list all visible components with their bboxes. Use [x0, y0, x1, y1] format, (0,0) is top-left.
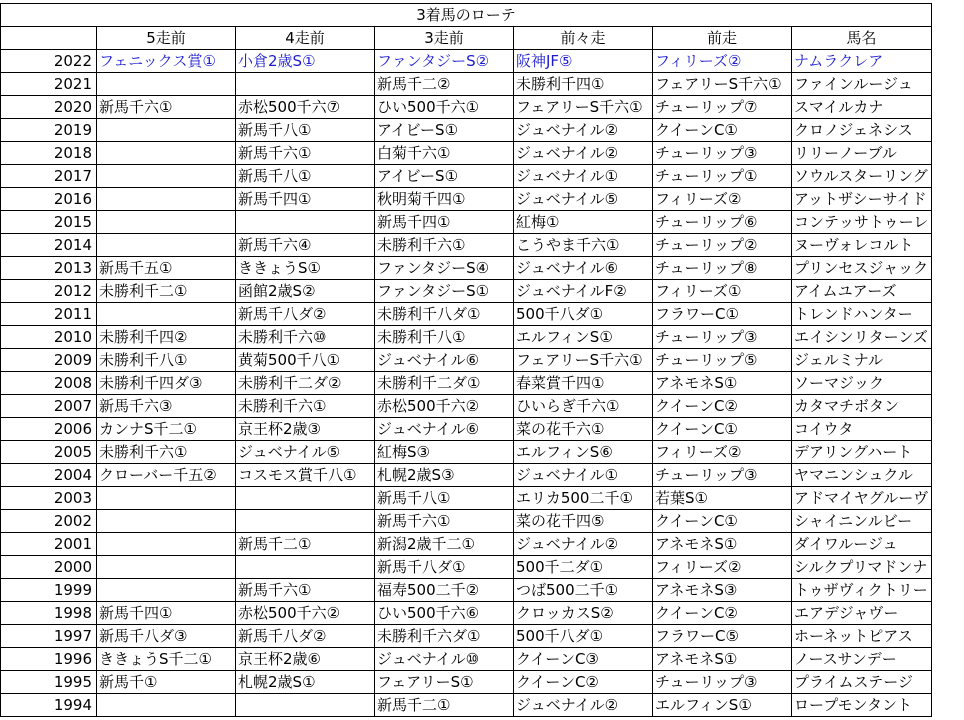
table-row	[1, 50, 932, 73]
cell-4th-prior	[236, 211, 375, 234]
table-row	[1, 142, 932, 165]
cell-5th-prior	[97, 211, 236, 234]
cell-2nd-prior: 紅梅①	[514, 211, 653, 234]
cell-horse-name: コンテッサトゥーレ	[792, 211, 932, 234]
table-row	[1, 234, 932, 257]
cell-year: 2011	[1, 303, 97, 326]
cell-2nd-prior: 500千二ダ①	[514, 556, 653, 579]
cell-3rd-prior: ひい500千六⑥	[375, 602, 514, 625]
cell-3rd-prior: ジュベナイル⑥	[375, 349, 514, 372]
header-5th-prior: 5走前	[97, 27, 236, 50]
cell-3rd-prior: 未勝利千六ダ①	[375, 625, 514, 648]
cell-5th-prior: 新馬千四①	[97, 602, 236, 625]
cell-4th-prior: 赤松500千六⑦	[236, 96, 375, 119]
table-row	[1, 211, 932, 234]
cell-year: 1997	[1, 625, 97, 648]
cell-4th-prior: 小倉2歳S①	[236, 50, 375, 73]
cell-year: 1996	[1, 648, 97, 671]
cell-2nd-prior: ジュベナイル②	[514, 119, 653, 142]
cell-5th-prior: 新馬千五①	[97, 257, 236, 280]
cell-4th-prior: 新馬千八①	[236, 165, 375, 188]
cell-last-race: フィリーズ②	[653, 556, 792, 579]
cell-4th-prior: 未勝利千六⑩	[236, 326, 375, 349]
cell-3rd-prior: 福寿500二千②	[375, 579, 514, 602]
cell-5th-prior	[97, 73, 236, 96]
cell-2nd-prior: ジュベナイル⑥	[514, 257, 653, 280]
cell-3rd-prior: 札幌2歳S③	[375, 464, 514, 487]
title-row	[1, 4, 932, 27]
cell-2nd-prior: ジュベナイル②	[514, 694, 653, 717]
cell-year: 2000	[1, 556, 97, 579]
cell-3rd-prior: 新馬千二②	[375, 73, 514, 96]
cell-4th-prior	[236, 694, 375, 717]
table-row	[1, 96, 932, 119]
cell-last-race: クイーンC①	[653, 418, 792, 441]
cell-horse-name: クロノジェネシス	[792, 119, 932, 142]
cell-horse-name: プリンセスジャック	[792, 257, 932, 280]
cell-4th-prior: 函館2歳S②	[236, 280, 375, 303]
cell-horse-name: ファインルージュ	[792, 73, 932, 96]
cell-2nd-prior: クロッカスS②	[514, 602, 653, 625]
cell-last-race: チューリップ③	[653, 464, 792, 487]
cell-last-race: アネモネS①	[653, 648, 792, 671]
cell-2nd-prior: 500千八ダ①	[514, 303, 653, 326]
table-row	[1, 326, 932, 349]
cell-3rd-prior: 未勝利千六①	[375, 234, 514, 257]
cell-last-race: クイーンC①	[653, 510, 792, 533]
cell-5th-prior: クローバー千五②	[97, 464, 236, 487]
cell-4th-prior: ジュベナイル⑤	[236, 441, 375, 464]
cell-2nd-prior: ジュベナイル①	[514, 165, 653, 188]
table-row	[1, 165, 932, 188]
cell-horse-name: トレンドハンター	[792, 303, 932, 326]
cell-2nd-prior: ジュベナイルF②	[514, 280, 653, 303]
cell-3rd-prior: ジュベナイル⑥	[375, 418, 514, 441]
cell-2nd-prior: つば500二千①	[514, 579, 653, 602]
cell-2nd-prior: エルフィンS①	[514, 326, 653, 349]
table-row	[1, 303, 932, 326]
cell-4th-prior: コスモス賞千八①	[236, 464, 375, 487]
cell-5th-prior: ききょうS千二①	[97, 648, 236, 671]
table-row	[1, 556, 932, 579]
cell-5th-prior: 新馬千六①	[97, 96, 236, 119]
cell-2nd-prior: フェアリーS千六①	[514, 96, 653, 119]
cell-year: 2015	[1, 211, 97, 234]
table-row	[1, 73, 932, 96]
cell-last-race: フィリーズ①	[653, 280, 792, 303]
cell-2nd-prior: 500千八ダ①	[514, 625, 653, 648]
cell-last-race: チューリップ⑧	[653, 257, 792, 280]
cell-5th-prior	[97, 533, 236, 556]
cell-year: 1994	[1, 694, 97, 717]
table-row	[1, 441, 932, 464]
cell-2nd-prior: 菜の花千四⑤	[514, 510, 653, 533]
cell-5th-prior	[97, 119, 236, 142]
table-row	[1, 487, 932, 510]
cell-3rd-prior: 赤松500千六②	[375, 395, 514, 418]
cell-3rd-prior: アイビーS①	[375, 119, 514, 142]
cell-2nd-prior: ジュベナイル①	[514, 464, 653, 487]
table-row	[1, 671, 932, 694]
cell-2nd-prior: 阪神JF⑤	[514, 50, 653, 73]
cell-year: 2019	[1, 119, 97, 142]
cell-3rd-prior: 未勝利千八①	[375, 326, 514, 349]
cell-5th-prior	[97, 303, 236, 326]
cell-horse-name: シャイニンルビー	[792, 510, 932, 533]
table-row	[1, 694, 932, 717]
header-year	[1, 27, 97, 50]
cell-3rd-prior: 紅梅S③	[375, 441, 514, 464]
cell-last-race: チューリップ③	[653, 326, 792, 349]
cell-year: 2018	[1, 142, 97, 165]
cell-last-race: フラワーC①	[653, 303, 792, 326]
cell-2nd-prior: 春菜賞千四①	[514, 372, 653, 395]
cell-5th-prior: 未勝利千八①	[97, 349, 236, 372]
cell-4th-prior: 未勝利千六①	[236, 395, 375, 418]
cell-year: 2008	[1, 372, 97, 395]
cell-4th-prior: 新馬千八①	[236, 119, 375, 142]
cell-3rd-prior: ひい500千六①	[375, 96, 514, 119]
cell-4th-prior	[236, 510, 375, 533]
cell-year: 2013	[1, 257, 97, 280]
cell-year: 2003	[1, 487, 97, 510]
cell-year: 2014	[1, 234, 97, 257]
table-row	[1, 579, 932, 602]
cell-2nd-prior: こうやま千六①	[514, 234, 653, 257]
table-row	[1, 372, 932, 395]
cell-5th-prior	[97, 142, 236, 165]
cell-4th-prior: 新馬千八ダ②	[236, 303, 375, 326]
cell-3rd-prior: ファンタジーS④	[375, 257, 514, 280]
cell-2nd-prior: ジュベナイル②	[514, 142, 653, 165]
cell-5th-prior: 新馬千六③	[97, 395, 236, 418]
cell-year: 1998	[1, 602, 97, 625]
table-row	[1, 188, 932, 211]
cell-3rd-prior: 白菊千六①	[375, 142, 514, 165]
cell-3rd-prior: ファンタジーS②	[375, 50, 514, 73]
cell-last-race: チューリップ③	[653, 142, 792, 165]
table-row	[1, 349, 932, 372]
cell-5th-prior	[97, 579, 236, 602]
cell-last-race: アネモネS①	[653, 372, 792, 395]
cell-3rd-prior: アイビーS①	[375, 165, 514, 188]
cell-horse-name: アットザシーサイド	[792, 188, 932, 211]
cell-last-race: チューリップ②	[653, 234, 792, 257]
cell-horse-name: シルクプリマドンナ	[792, 556, 932, 579]
cell-horse-name: ヤマニンシュクル	[792, 464, 932, 487]
cell-5th-prior: 未勝利千二①	[97, 280, 236, 303]
table-row	[1, 464, 932, 487]
cell-5th-prior: 未勝利千四ダ③	[97, 372, 236, 395]
cell-last-race: アネモネS③	[653, 579, 792, 602]
cell-last-race: 若葉S①	[653, 487, 792, 510]
cell-horse-name: ヌーヴォレコルト	[792, 234, 932, 257]
cell-year: 2006	[1, 418, 97, 441]
cell-2nd-prior: クイーンC③	[514, 648, 653, 671]
table-row	[1, 395, 932, 418]
cell-horse-name: エアデジャヴー	[792, 602, 932, 625]
cell-4th-prior: ききょうS①	[236, 257, 375, 280]
cell-last-race: クイーンC②	[653, 395, 792, 418]
cell-horse-name: ジェルミナル	[792, 349, 932, 372]
cell-year: 2007	[1, 395, 97, 418]
cell-4th-prior: 京王杯2歳③	[236, 418, 375, 441]
cell-year: 2010	[1, 326, 97, 349]
cell-horse-name: アドマイヤグルーヴ	[792, 487, 932, 510]
cell-horse-name: アイムユアーズ	[792, 280, 932, 303]
cell-2nd-prior: 未勝利千四①	[514, 73, 653, 96]
cell-year: 2012	[1, 280, 97, 303]
cell-year: 1995	[1, 671, 97, 694]
cell-5th-prior	[97, 234, 236, 257]
cell-horse-name: エイシンリターンズ	[792, 326, 932, 349]
cell-horse-name: プライムステージ	[792, 671, 932, 694]
cell-last-race: フィリーズ②	[653, 441, 792, 464]
table-title: 3着馬のローテ	[1, 4, 932, 27]
cell-4th-prior: 京王杯2歳⑥	[236, 648, 375, 671]
cell-4th-prior	[236, 73, 375, 96]
cell-5th-prior: カンナS千二①	[97, 418, 236, 441]
cell-3rd-prior: 秋明菊千四①	[375, 188, 514, 211]
cell-4th-prior: 未勝利千二ダ②	[236, 372, 375, 395]
cell-year: 2005	[1, 441, 97, 464]
cell-3rd-prior: 新馬千八①	[375, 487, 514, 510]
cell-last-race: フィリーズ②	[653, 188, 792, 211]
cell-year: 2020	[1, 96, 97, 119]
table-row	[1, 418, 932, 441]
cell-year: 2022	[1, 50, 97, 73]
cell-year: 2001	[1, 533, 97, 556]
cell-last-race: フェアリーS千六①	[653, 73, 792, 96]
cell-3rd-prior: 未勝利千二ダ①	[375, 372, 514, 395]
cell-horse-name: ソウルスターリング	[792, 165, 932, 188]
cell-4th-prior: 赤松500千六②	[236, 602, 375, 625]
cell-last-race: チューリップ⑦	[653, 96, 792, 119]
cell-2nd-prior: クイーンC②	[514, 671, 653, 694]
header-2nd-prior: 前々走	[514, 27, 653, 50]
cell-horse-name: ソーマジック	[792, 372, 932, 395]
cell-3rd-prior: 新馬千二①	[375, 694, 514, 717]
cell-4th-prior: 新馬千八ダ②	[236, 625, 375, 648]
cell-2nd-prior: ひいらぎ千六①	[514, 395, 653, 418]
cell-3rd-prior: 新馬千八ダ①	[375, 556, 514, 579]
header-horse-name: 馬名	[792, 27, 932, 50]
cell-5th-prior: 新馬千八ダ③	[97, 625, 236, 648]
cell-horse-name: デアリングハート	[792, 441, 932, 464]
header-row	[1, 27, 932, 50]
cell-horse-name: ノースサンデー	[792, 648, 932, 671]
table-row	[1, 280, 932, 303]
cell-3rd-prior: 新馬千四①	[375, 211, 514, 234]
cell-3rd-prior: 新馬千六①	[375, 510, 514, 533]
cell-4th-prior	[236, 487, 375, 510]
cell-horse-name: コイウタ	[792, 418, 932, 441]
cell-5th-prior	[97, 165, 236, 188]
cell-year: 2004	[1, 464, 97, 487]
table-row	[1, 625, 932, 648]
header-3rd-prior: 3走前	[375, 27, 514, 50]
cell-5th-prior	[97, 188, 236, 211]
cell-4th-prior: 黄菊500千八①	[236, 349, 375, 372]
cell-2nd-prior: フェアリーS千六①	[514, 349, 653, 372]
table-row	[1, 648, 932, 671]
cell-year: 2009	[1, 349, 97, 372]
cell-last-race: チューリップ①	[653, 165, 792, 188]
cell-last-race: チューリップ⑤	[653, 349, 792, 372]
cell-year: 2017	[1, 165, 97, 188]
cell-3rd-prior: フェアリーS①	[375, 671, 514, 694]
cell-4th-prior: 新馬千六④	[236, 234, 375, 257]
cell-5th-prior	[97, 510, 236, 533]
cell-4th-prior: 札幌2歳S①	[236, 671, 375, 694]
cell-4th-prior	[236, 556, 375, 579]
cell-horse-name: スマイルカナ	[792, 96, 932, 119]
cell-horse-name: カタマチボタン	[792, 395, 932, 418]
cell-last-race: フィリーズ②	[653, 50, 792, 73]
cell-3rd-prior: 新潟2歳千二①	[375, 533, 514, 556]
cell-2nd-prior: ジュベナイル②	[514, 533, 653, 556]
table-row	[1, 257, 932, 280]
table-row	[1, 510, 932, 533]
cell-horse-name: トゥザヴィクトリー	[792, 579, 932, 602]
cell-last-race: クイーンC②	[653, 602, 792, 625]
cell-2nd-prior: ジュベナイル⑤	[514, 188, 653, 211]
cell-3rd-prior: ファンタジーS①	[375, 280, 514, 303]
table-row	[1, 533, 932, 556]
cell-year: 2016	[1, 188, 97, 211]
cell-2nd-prior: 菜の花千六①	[514, 418, 653, 441]
cell-4th-prior: 新馬千二①	[236, 533, 375, 556]
cell-horse-name: ロープモンタント	[792, 694, 932, 717]
cell-horse-name: リリーノーブル	[792, 142, 932, 165]
header-last-race: 前走	[653, 27, 792, 50]
cell-last-race: アネモネS①	[653, 533, 792, 556]
cell-last-race: エルフィンS①	[653, 694, 792, 717]
cell-year: 2021	[1, 73, 97, 96]
cell-5th-prior: 未勝利千六①	[97, 441, 236, 464]
table-row	[1, 602, 932, 625]
cell-horse-name: ホーネットピアス	[792, 625, 932, 648]
cell-last-race: クイーンC①	[653, 119, 792, 142]
cell-last-race: フラワーC⑤	[653, 625, 792, 648]
table-row	[1, 119, 932, 142]
cell-4th-prior: 新馬千六①	[236, 142, 375, 165]
cell-5th-prior	[97, 487, 236, 510]
cell-year: 1999	[1, 579, 97, 602]
cell-4th-prior: 新馬千六①	[236, 579, 375, 602]
cell-last-race: チューリップ⑥	[653, 211, 792, 234]
cell-horse-name: ナムラクレア	[792, 50, 932, 73]
cell-5th-prior	[97, 694, 236, 717]
cell-5th-prior	[97, 556, 236, 579]
header-4th-prior: 4走前	[236, 27, 375, 50]
cell-5th-prior: フェニックス賞①	[97, 50, 236, 73]
cell-3rd-prior: ジュベナイル⑩	[375, 648, 514, 671]
cell-2nd-prior: エルフィンS⑥	[514, 441, 653, 464]
cell-horse-name: ダイワルージュ	[792, 533, 932, 556]
cell-4th-prior: 新馬千四①	[236, 188, 375, 211]
cell-last-race: チューリップ③	[653, 671, 792, 694]
cell-5th-prior: 未勝利千四②	[97, 326, 236, 349]
cell-3rd-prior: 未勝利千八ダ①	[375, 303, 514, 326]
cell-2nd-prior: エリカ500二千①	[514, 487, 653, 510]
cell-5th-prior: 新馬千①	[97, 671, 236, 694]
rotation-table	[0, 3, 932, 717]
cell-year: 2002	[1, 510, 97, 533]
